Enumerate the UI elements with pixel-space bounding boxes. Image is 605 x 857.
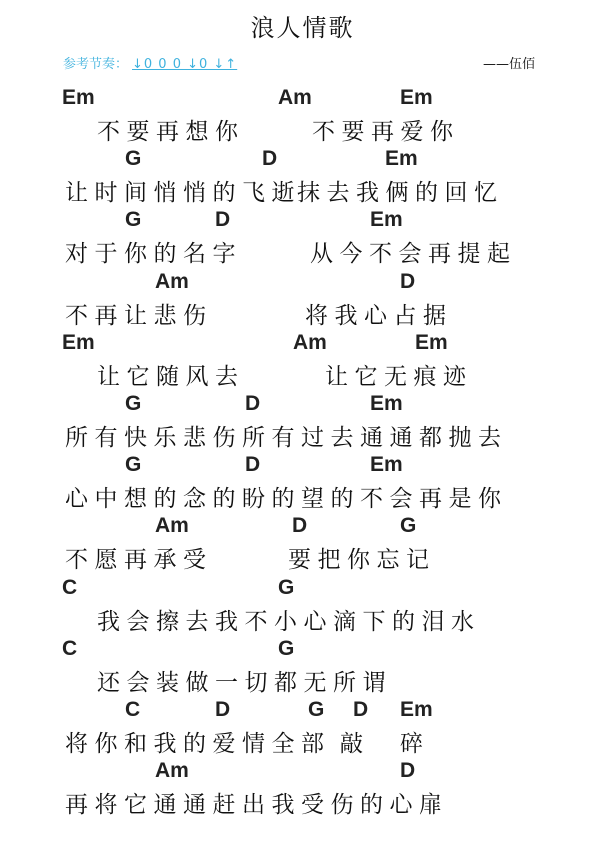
chord: C [62,575,78,599]
chord: D [400,759,416,783]
lyric-segment: 碎 [400,731,430,757]
chord: G [125,453,142,477]
chord: Am [278,86,312,109]
chord: C [62,636,78,660]
chord: G [125,392,142,415]
chord: G [125,208,142,232]
lyric-segment: 不再让悲伤 [65,302,213,329]
chord: D [353,698,369,721]
artist-credit: ——伍佰 [483,57,536,72]
chord: Em [62,330,95,354]
lyric-segment: 还会装做一切都无所谓 [97,669,392,696]
lyric-segment: 让它无痕迹 [325,363,473,390]
chord: D [400,269,416,293]
lyric-segment: 不要再爱你 [312,119,460,145]
rhythm-pattern: ↓0 0 0 ↓0 ↓↑ [132,57,238,72]
chord: D [245,453,261,477]
lyric-segment: 对于你的名字 [65,241,242,268]
lyric-segment: 将你和我的爱情全部 [65,731,331,757]
chord: Em [62,86,95,109]
chord: Em [400,698,433,721]
rhythm-label: 参考节奏： [63,57,129,72]
lyric-segment: 将我心占据 [305,302,453,329]
chord: G [125,147,142,171]
lyric-segment: 让它随风去 [97,363,245,390]
chord: D [245,392,261,415]
lyric-segment: 抹去我俩的回忆 [297,180,504,207]
chord: Am [155,514,189,538]
lyric-segment: 敲 [340,731,370,757]
lyric-segment: 从今不会再提起 [310,241,517,268]
chord: Em [370,453,403,477]
chord: G [278,575,295,599]
chord: Em [385,147,418,171]
lyric-segment: 所有快乐悲伤所有过去通通都抛去 [65,425,508,451]
chord: Em [400,86,433,109]
lyric-segment: 不愿再承受 [65,547,213,574]
chord: G [400,514,417,538]
lyric-segment: 我会擦去我不小心滴下的泪水 [97,608,481,635]
chord: D [262,147,278,171]
chord: Em [415,330,448,354]
chord: D [215,698,231,721]
lyric-segment: 心中想的念的盼的望的不会再是你 [65,486,508,513]
chord: D [292,514,308,538]
chord: G [278,636,295,660]
rhythm-reference [63,53,237,72]
chord: Em [370,392,403,415]
chord: Am [155,759,189,783]
chord: G [308,698,325,721]
chord: Am [293,330,327,354]
chord: Em [370,208,403,232]
lyric-segment: 让时间悄悄的飞逝 [65,180,301,207]
lyric-segment: 再将它通通赶出我受伤的心扉 [65,792,449,819]
chord: C [125,698,141,721]
song-title: 浪人情歌 [250,14,355,42]
lyric-segment: 不要再想你 [97,119,245,145]
chord: Am [155,269,189,293]
lyric-segment: 要把你忘记 [288,547,436,574]
chord: D [215,208,231,232]
